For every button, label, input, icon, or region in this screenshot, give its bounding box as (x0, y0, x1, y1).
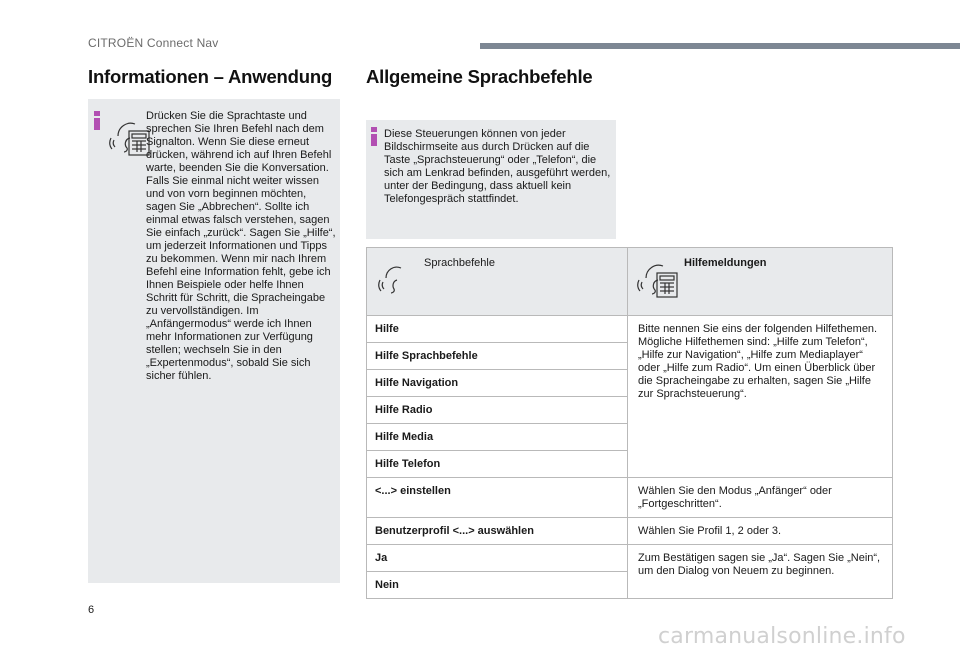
header-title: CITROËN Connect Nav (88, 36, 219, 50)
command-cell: Nein (367, 572, 628, 599)
info-icon (371, 127, 377, 146)
left-heading: Informationen – Anwendung (88, 66, 333, 87)
voice-command-icon (636, 256, 680, 300)
help-cell-hilfe: Bitte nennen Sie eins der folgenden Hilfethemen. Mögliche Hilfethemen sind: „Hilfe zum Telefon“, „Hilfe zur Navigation“, „Hilfe zum Mediaplayer“ oder „Hilfe zum Radio“. Um einen Überblick über die Spracheingabe zu erhalten, sagen Sie „Hilfe zur Sprachsteuerung“. (628, 316, 893, 478)
command-cell: Benutzerprofil <...> auswählen (367, 518, 628, 545)
right-heading: Allgemeine Sprachbefehle (366, 66, 593, 87)
command-cell: Hilfe Radio (367, 397, 628, 424)
command-cell: Hilfe Telefon (367, 451, 628, 478)
page-number: 6 (88, 604, 95, 616)
header-bar (480, 43, 960, 49)
column-header-hilfemeldungen: Hilfemeldungen (684, 257, 767, 269)
help-cell-profil: Wählen Sie Profil 1, 2 oder 3. (628, 518, 893, 545)
table-header-help (628, 248, 893, 316)
table-header-row (367, 248, 893, 316)
command-cell: <...> einstellen (367, 478, 628, 518)
voice-icon (377, 260, 413, 296)
right-info-text: Diese Steuerungen können von jeder Bildschirmseite aus durch Drücken auf die Taste „Sprachsteuerung“ oder „Telefon“, die sich am Lenkrad befinden, ausgeführt werden, unter der Bedingung, dass aktuell kein Telefongespräch stattfindet. (384, 128, 611, 205)
table-row (367, 478, 893, 518)
left-info-text: Drücken Sie die Sprachtaste und sprechen Sie Ihren Befehl nach dem Signalton. Wenn Sie diese erneut drücken, während ich auf Ihren Befehl warte, beenden Sie die Konversation. Falls Sie einmal nicht weiter wissen und von vorn beginnen möchten, sagen Sie „Abbrechen“. Sollte ich einmal etwas falsch verstehen, sagen Sie einfach „zurück“. Sagen Sie „Hilfe“, um jederzeit Informationen und Tipps zu bekommen. Wenn mir nach Ihrem Befehl eine Information fehlt, gebe ich Ihnen Beispiele oder helfe Ihnen Schritt für Schritt, die Spracheingabe zu vervollständigen. Im „Anfängermodus“ werde ich Ihnen mehr Informationen zur Verfügung stellen; wechseln Sie in den „Expertenmodus“, sobald Sie sich sicher fühlen. (146, 110, 336, 382)
table-row (367, 518, 893, 545)
table-row (367, 316, 893, 343)
command-cell: Ja (367, 545, 628, 572)
watermark: carmanualsonline.info (658, 624, 906, 649)
command-cell: Hilfe Navigation (367, 370, 628, 397)
table-header-commands (367, 248, 628, 316)
column-header-sprachbefehle: Sprachbefehle (424, 257, 495, 269)
command-cell: Hilfe (367, 316, 628, 343)
table-row (367, 545, 893, 572)
help-cell-ja-nein: Zum Bestätigen sagen sie „Ja“. Sagen Sie „Nein“, um den Dialog von Neuem zu beginnen. (628, 545, 893, 599)
commands-table (366, 247, 893, 599)
command-cell: Hilfe Media (367, 424, 628, 451)
help-cell-einstellen: Wählen Sie den Modus „Anfänger“ oder „Fortgeschritten“. (628, 478, 893, 518)
command-cell: Hilfe Sprachbefehle (367, 343, 628, 370)
info-icon (94, 111, 100, 130)
